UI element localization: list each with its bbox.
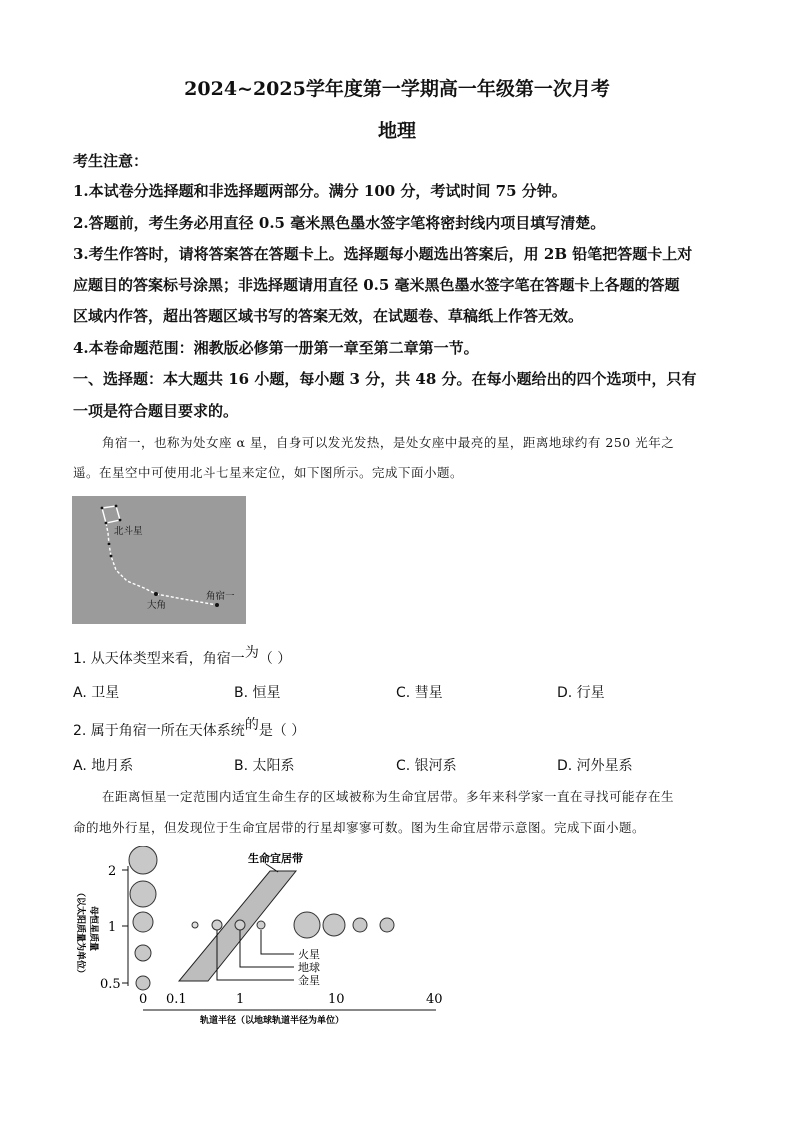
q1-option-c[interactable]: C. 彗星	[396, 685, 443, 701]
y-tick-label-1: 1	[108, 920, 117, 935]
x-tick-label-01: 0.1	[166, 992, 187, 1007]
star-dot	[105, 522, 108, 525]
q2-option-c[interactable]: C. 银河系	[396, 758, 457, 774]
question-2	[73, 717, 306, 740]
notice-line-2: 2.答题前，考生务必用直径 0.5 毫米黑色墨水签字笔将密封线内项目填写清楚。	[73, 214, 606, 232]
passage2-line-2: 命的地外行星，但发现位于生命宜居带的行星却寥寥可数。图为生命宜居带示意图。完成下面小题。	[73, 820, 646, 835]
mars-leader	[261, 930, 294, 954]
y-tick-label-05: 0.5	[100, 977, 121, 992]
arcturus-star	[154, 592, 158, 596]
question-1	[73, 645, 292, 668]
spica-star	[215, 603, 219, 607]
planet-circle	[212, 920, 222, 930]
y-tick-label-2: 2	[108, 864, 117, 879]
x-tick-label-10: 10	[328, 992, 345, 1007]
exam-title: 2024~2025学年度第一学期高一年级第一次月考	[184, 78, 610, 100]
x-tick-label-1: 1	[236, 992, 245, 1007]
y-axis-label-inner: 母恒星质量	[88, 906, 98, 952]
subject-title: 地理	[377, 120, 416, 142]
label-arcturus: 大角	[147, 600, 167, 611]
star-dot	[110, 555, 113, 558]
habitable-zone-label: 生命宜居带	[248, 852, 303, 865]
notice-line-4: 应题目的答案标号涂黑；非选择题请用直径 0.5 毫米黑色墨水签字笔在答题卡上各题的答题	[73, 276, 680, 294]
q1-option-d[interactable]: D. 行星	[557, 685, 605, 701]
label-earth: 地球	[298, 961, 320, 974]
label-venus: 金星	[298, 974, 320, 987]
x-tick-label-0: 0	[139, 992, 148, 1007]
label-spica: 角宿一	[206, 591, 235, 602]
star-circle	[129, 846, 157, 874]
q1-option-a[interactable]: A. 卫星	[73, 685, 120, 701]
planet-circle	[235, 920, 245, 930]
planet-circle	[257, 921, 265, 929]
q1-option-b[interactable]: B. 恒星	[234, 685, 281, 701]
star-dot	[108, 543, 111, 546]
question-1-stem: 1. 从天体类型来看，角宿一	[73, 651, 245, 667]
star-locator-figure	[72, 496, 246, 624]
habitable-zone-figure	[66, 846, 456, 1028]
star-dot	[101, 507, 104, 510]
earth-leader	[240, 930, 294, 967]
notice-heading: 考生注意：	[73, 152, 149, 170]
dipper-bowl	[102, 506, 120, 523]
habitable-zone-svg	[66, 846, 456, 1028]
q2-option-d[interactable]: D. 河外星系	[557, 758, 633, 774]
passage1-line-2: 遥。在星空中可使用北斗七星来定位，如下图所示。完成下面小题。	[73, 465, 464, 480]
x-axis-label: 轨道半径（以地球轨道半径为单位）	[200, 1016, 345, 1026]
y-axis-label-outer: （以太阳质量为单位）	[75, 888, 85, 979]
star-circle	[135, 945, 151, 961]
planet-circle	[323, 914, 345, 936]
star-locator-svg	[72, 496, 246, 624]
q2-option-a[interactable]: A. 地月系	[73, 758, 134, 774]
planet-circle	[380, 918, 394, 932]
star-circle	[130, 881, 156, 907]
notice-line-1: 1.本试卷分选择题和非选择题两部分。满分 100 分，考试时间 75 分钟。	[73, 182, 567, 200]
q2-option-b[interactable]: B. 太阳系	[234, 758, 295, 774]
passage2-line-1: 在距离恒星一定范围内适宜生命生存的区域被称为生命宜居带。多年来科学家一直在寻找可能存在生	[102, 789, 675, 804]
x-tick-label-40: 40	[426, 992, 443, 1007]
question-2-stem: 2. 属于角宿一所在天体系统	[73, 723, 245, 739]
label-mars: 火星	[298, 948, 320, 961]
question-1-stem-end: （ ）	[258, 651, 292, 667]
star-circle	[136, 976, 150, 990]
star-dot	[115, 505, 118, 508]
star-dot	[119, 519, 122, 522]
notice-line-6: 4.本卷命题范围：湘教版必修第一册第一章至第二章第一节。	[73, 339, 479, 357]
notice-line-5: 区域内作答，超出答题区域书写的答案无效，在试题卷、草稿纸上作答无效。	[73, 307, 584, 325]
question-2-stem-sup: 的	[244, 717, 259, 733]
section-heading-line-1: 一、选择题：本大题共 16 小题，每小题 3 分，共 48 分。在每小题给出的四个选项中，只有	[73, 370, 697, 388]
planet-circle	[294, 912, 320, 938]
planet-circle	[353, 918, 367, 932]
label-big-dipper: 北斗星	[114, 526, 143, 537]
question-1-stem-sup: 为	[244, 645, 259, 661]
section-heading-line-2: 一项是符合题目要求的。	[73, 402, 239, 420]
notice-line-3: 3.考生作答时，请将答案答在答题卡上。选择题每小题选出答案后，用 2B 铅笔把答题卡上对	[73, 245, 693, 263]
star-circle	[133, 912, 153, 932]
question-2-stem-end: 是（ ）	[258, 723, 306, 739]
planet-circle	[192, 922, 198, 928]
passage1-line-1: 角宿一，也称为处女座 α 星，自身可以发光发热，是处女座中最亮的星，距离地球约有 250 光年之	[102, 435, 675, 450]
